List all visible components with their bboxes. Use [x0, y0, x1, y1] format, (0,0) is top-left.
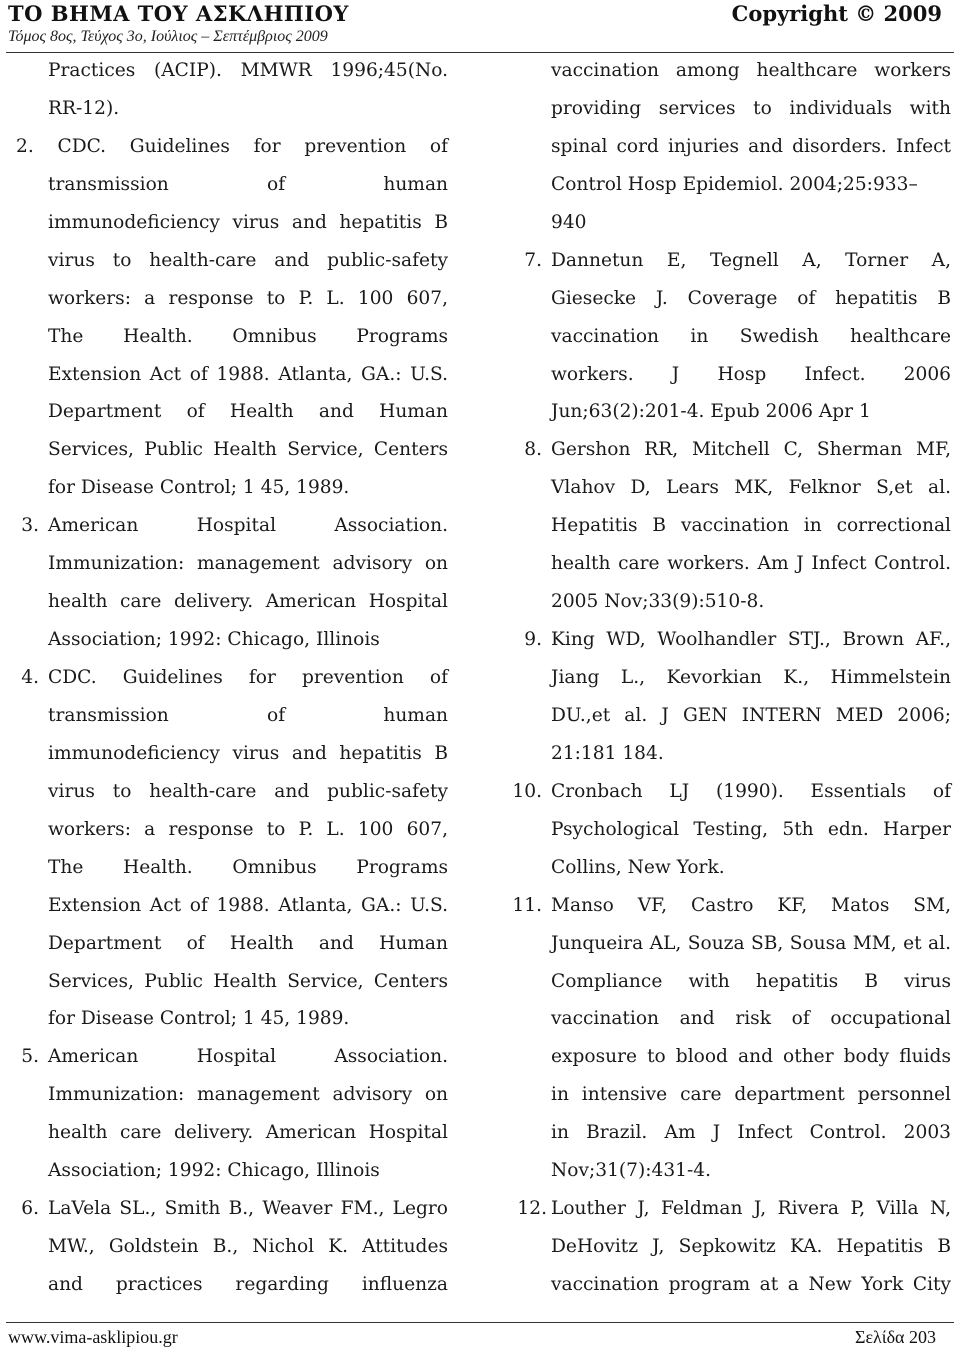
- reference-text: health care workers. Am J Infect Control.: [551, 553, 951, 575]
- reference-line: [21, 1190, 448, 1228]
- reference-line: [48, 469, 448, 507]
- issue-info: Τόμος 8ος, Τεύχος 3ο, Ιούλιος – Σεπτέμβριος 2009: [8, 28, 328, 45]
- reference-line: [551, 356, 951, 394]
- reference-text: Extension Act of 1988. Atlanta, GA.: U.S.: [48, 363, 448, 385]
- reference-text: Nov;31(7):431-4.: [551, 1160, 712, 1182]
- reference-text: for Disease Control; 1 45, 1989.: [48, 1008, 350, 1030]
- reference-text: exposure to blood and other body fluids: [551, 1046, 951, 1068]
- reference-line: [551, 166, 951, 204]
- reference-line: [48, 318, 448, 356]
- reference-text: Psychological Testing, 5th edn. Harper: [551, 818, 951, 840]
- reference-text: King WD, Woolhandler STJ., Brown AF.,: [551, 629, 951, 651]
- reference-text: Collins, New York.: [551, 856, 725, 878]
- reference-line: [551, 318, 951, 356]
- reference-text: CDC. Guidelines for prevention of: [48, 667, 448, 688]
- left-column-references: [16, 52, 448, 1304]
- reference-line: [517, 1190, 951, 1228]
- reference-text: immunodeficiency virus and hepatitis B: [48, 211, 448, 233]
- reference-text: The Health. Omnibus Programs: [48, 325, 448, 347]
- reference-line: [48, 52, 448, 90]
- reference-text: 940: [551, 211, 587, 233]
- reference-text: Services, Public Health Service, Centers: [48, 970, 448, 992]
- reference-line: [551, 583, 951, 621]
- reference-line: [48, 811, 448, 849]
- reference-line: [551, 811, 951, 849]
- reference-text: Vlahov D, Lears MK, Felknor S,et al.: [551, 477, 951, 499]
- reference-text: RR-12).: [48, 97, 120, 119]
- reference-line: [21, 1038, 448, 1076]
- reference-text: vaccination in Swedish healthcare: [551, 325, 951, 347]
- reference-line: [551, 52, 951, 90]
- reference-line: [551, 545, 951, 583]
- reference-line: [48, 1228, 448, 1266]
- reference-text: Jiang L., Kevorkian K., Himmelstein: [551, 667, 951, 688]
- reference-line: [48, 356, 448, 394]
- reference-text: Immunization: management advisory on: [48, 1084, 448, 1106]
- reference-line: [16, 128, 448, 166]
- reference-text: workers. J Hosp Infect. 2006: [551, 363, 951, 385]
- reference-line: [48, 1114, 448, 1152]
- reference-text: Compliance with hepatitis B virus: [551, 970, 951, 992]
- reference-text: virus to health-care and public-safety: [48, 780, 448, 802]
- reference-text: transmission of human: [48, 704, 448, 726]
- reference-line: [551, 925, 951, 963]
- footer-divider: [6, 1322, 954, 1323]
- reference-number: 6.: [21, 1198, 39, 1220]
- reference-text: health care delivery. American Hospital: [48, 1122, 448, 1144]
- reference-text: American Hospital Association.: [48, 1046, 448, 1068]
- reference-line: [48, 1266, 448, 1304]
- reference-line: [48, 1000, 448, 1038]
- reference-text: Association; 1992: Chicago, Illinois: [48, 629, 380, 651]
- reference-text: workers: a response to P. L. 100 607,: [48, 818, 448, 840]
- reference-line: [48, 925, 448, 963]
- reference-line: [551, 697, 951, 735]
- reference-text: health care delivery. American Hospital: [48, 591, 448, 613]
- reference-line: [48, 735, 448, 773]
- reference-line: [48, 166, 448, 204]
- page-number: Σελίδα 203: [854, 1327, 936, 1347]
- reference-text: Junqueira AL, Souza SB, Sousa MM, et al.: [551, 932, 951, 954]
- reference-text: Association; 1992: Chicago, Illinois: [48, 1160, 380, 1182]
- reference-line: [48, 204, 448, 242]
- reference-text: vaccination program at a New York City: [551, 1274, 951, 1295]
- journal-title: ΤΟ ΒΗΜΑ ΤΟΥ ΑΣΚΛΗΠΙΟΥ: [8, 1, 349, 26]
- reference-line: [551, 1152, 951, 1190]
- reference-number: 9.: [524, 629, 542, 651]
- reference-line: [551, 963, 951, 1001]
- reference-line: [48, 431, 448, 469]
- reference-number: 7.: [524, 249, 542, 271]
- reference-text: Extension Act of 1988. Atlanta, GA.: U.S.: [48, 894, 448, 916]
- reference-line: [551, 469, 951, 507]
- reference-text: Gershon RR, Mitchell C, Sherman MF,: [551, 439, 951, 461]
- reference-number: 5.: [21, 1046, 39, 1068]
- reference-line: [48, 849, 448, 887]
- reference-line: [551, 90, 951, 128]
- reference-text: in Brazil. Am J Infect Control. 2003: [551, 1122, 951, 1144]
- reference-text: and practices regarding influenza: [48, 1274, 448, 1295]
- reference-line: [48, 280, 448, 318]
- reference-line: [551, 280, 951, 318]
- page-header: [0, 0, 960, 56]
- reference-line: [48, 887, 448, 925]
- reference-text: virus to health-care and public-safety: [48, 249, 448, 271]
- reference-line: [48, 242, 448, 280]
- reference-text: Dannetun E, Tegnell A, Torner A,: [551, 249, 951, 271]
- reference-text: workers: a response to P. L. 100 607,: [48, 287, 448, 309]
- reference-line: [48, 1076, 448, 1114]
- reference-line: [512, 887, 951, 925]
- reference-text: Immunization: management advisory on: [48, 553, 448, 575]
- reference-line: [524, 431, 951, 469]
- reference-line: [551, 1266, 951, 1304]
- reference-text: 2. CDC. Guidelines for prevention of: [16, 135, 448, 157]
- reference-number: 4.: [21, 667, 39, 688]
- reference-text: DU.,et al. J GEN INTERN MED 2006;: [551, 704, 951, 726]
- reference-line: [48, 393, 448, 431]
- reference-text: Cronbach LJ (1990). Essentials of: [551, 780, 951, 802]
- reference-text: MW., Goldstein B., Nichol K. Attitudes: [48, 1236, 448, 1258]
- reference-text: American Hospital Association.: [48, 515, 448, 537]
- reference-line: [551, 735, 951, 773]
- reference-line: [48, 773, 448, 811]
- reference-text: Services, Public Health Service, Centers: [48, 439, 448, 461]
- reference-line: [48, 1152, 448, 1190]
- reference-text: providing services to individuals with: [551, 97, 951, 119]
- copyright-notice: Copyright © 2009: [731, 1, 942, 26]
- reference-line: [551, 1038, 951, 1076]
- reference-text: The Health. Omnibus Programs: [48, 856, 448, 878]
- reference-line: [551, 1228, 951, 1266]
- reference-line: [551, 204, 951, 242]
- reference-line: [551, 659, 951, 697]
- reference-text: for Disease Control; 1 45, 1989.: [48, 477, 350, 499]
- reference-text: immunodeficiency virus and hepatitis B: [48, 742, 448, 764]
- reference-text: 2005 Nov;33(9):510-8.: [551, 591, 765, 613]
- reference-line: [551, 1114, 951, 1152]
- reference-text: spinal cord injuries and disorders. Infect: [551, 135, 951, 157]
- reference-line: [524, 621, 951, 659]
- right-column-references: [512, 52, 951, 1304]
- reference-line: [551, 128, 951, 166]
- reference-line: [48, 963, 448, 1001]
- reference-line: [21, 507, 448, 545]
- reference-text: 21:181 184.: [551, 742, 664, 764]
- reference-text: Giesecke J. Coverage of hepatitis B: [551, 287, 951, 309]
- reference-text: Control Hosp Epidemiol. 2004;25:933–: [551, 173, 918, 195]
- reference-text: DeHovitz J, Sepkowitz KA. Hepatitis B: [551, 1236, 951, 1258]
- reference-text: Manso VF, Castro KF, Matos SM,: [551, 894, 951, 916]
- reference-text: vaccination and risk of occupational: [551, 1008, 951, 1030]
- reference-line: [512, 773, 951, 811]
- reference-text: Hepatitis B vaccination in correctional: [551, 515, 951, 537]
- reference-text: in intensive care department personnel: [551, 1084, 951, 1106]
- reference-number: 11.: [512, 894, 542, 916]
- reference-text: Practices (ACIP). MMWR 1996;45(No.: [48, 60, 448, 81]
- reference-line: [48, 545, 448, 583]
- reference-text: Department of Health and Human: [48, 932, 448, 954]
- reference-line: [48, 621, 448, 659]
- reference-line: [551, 507, 951, 545]
- reference-line: [21, 659, 448, 697]
- reference-text: Department of Health and Human: [48, 401, 448, 423]
- reference-text: Louther J, Feldman J, Rivera P, Villa N,: [551, 1198, 951, 1220]
- reference-number: 3.: [21, 515, 39, 537]
- reference-number: 10.: [512, 780, 542, 802]
- reference-line: [551, 393, 951, 431]
- reference-line: [48, 90, 448, 128]
- footer-website-link[interactable]: www.vima-asklipiou.gr: [8, 1327, 178, 1347]
- reference-line: [551, 1076, 951, 1114]
- reference-line: [551, 1000, 951, 1038]
- reference-text: transmission of human: [48, 173, 448, 195]
- reference-line: [551, 849, 951, 887]
- reference-text: Jun;63(2):201-4. Epub 2006 Apr 1: [551, 401, 871, 423]
- reference-text: LaVela SL., Smith B., Weaver FM., Legro: [48, 1198, 448, 1220]
- reference-number: 12.: [517, 1198, 547, 1220]
- reference-text: vaccination among healthcare workers: [551, 60, 951, 81]
- reference-line: [524, 242, 951, 280]
- reference-number: 8.: [524, 439, 542, 461]
- reference-line: [48, 583, 448, 621]
- reference-line: [48, 697, 448, 735]
